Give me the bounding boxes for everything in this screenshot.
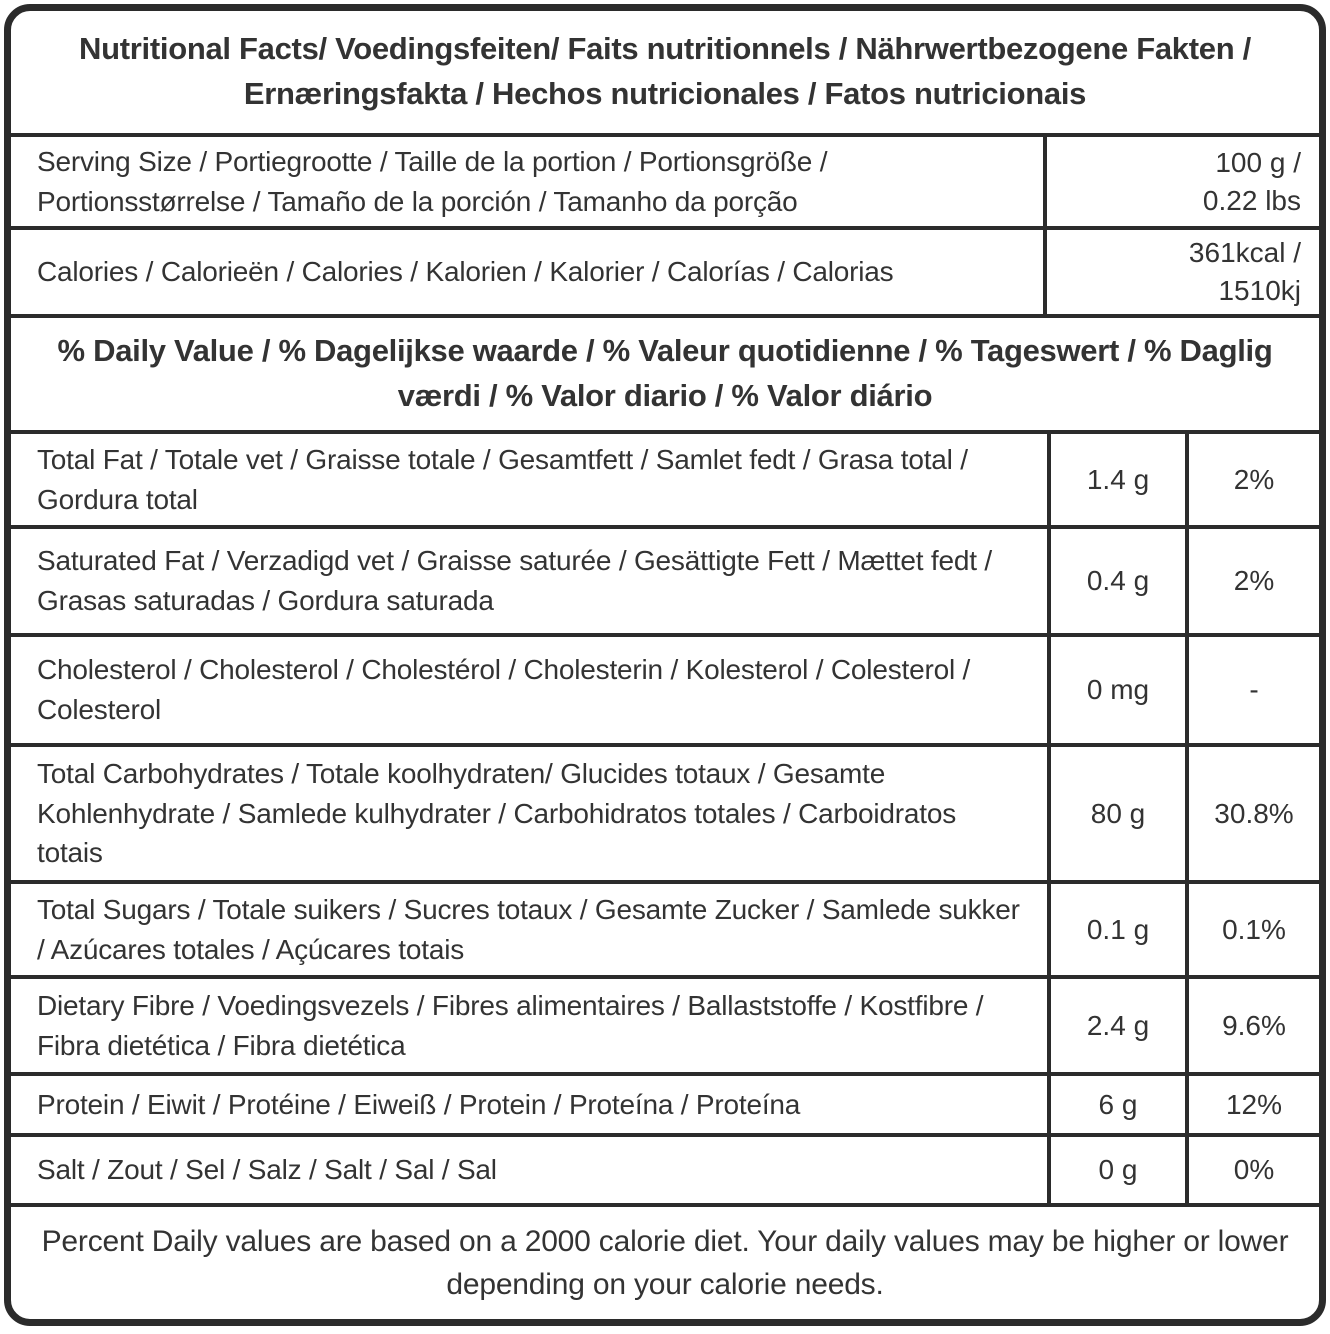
nutrient-row-cholesterol: [11, 637, 1319, 747]
nutrition-label: [4, 4, 1326, 1326]
daily-value-header: % Daily Value / % Dagelijkse waarde / % Valeur quotidienne / % Tageswert / % Daglig værdi / % Valor diario / % Valor diário: [57, 333, 1273, 413]
nutrient-label: Cholesterol / Cholesterol / Cholestérol / Cholesterin / Kolesterol / Colesterol / Colesterol: [37, 654, 971, 725]
nutrient-percent: -: [1185, 637, 1319, 743]
footnote-text: Percent Daily values are based on a 2000 calorie diet. Your daily values may be higher or lower depending on your calorie needs.: [41, 1224, 1289, 1301]
nutrient-label: Dietary Fibre / Voedingsvezels / Fibres alimentaires / Ballaststoffe / Kostfibre / Fibra dietética / Fibra dietética: [37, 989, 984, 1061]
nutrient-percent: 30.8%: [1185, 747, 1319, 880]
nutrient-amount: 1.4 g: [1047, 434, 1185, 525]
nutrient-percent: 2%: [1185, 529, 1319, 633]
serving-size-label: Serving Size / Portiegrootte / Taille de la portion / Portionsgröße / Portionsstørrelse / Tamaño de la porción / Tamanho da porção: [37, 145, 828, 217]
nutrient-amount: 2.4 g: [1047, 979, 1185, 1072]
serving-size-value-line2: 0.22 lbs: [1202, 184, 1301, 216]
nutrient-amount: 6 g: [1047, 1076, 1185, 1133]
nutrient-row-protein: [11, 1076, 1319, 1137]
nutrient-row-salt: [11, 1137, 1319, 1207]
nutrient-amount: 0.4 g: [1047, 529, 1185, 633]
calories-row: [11, 230, 1319, 318]
nutrient-amount: 0 mg: [1047, 637, 1185, 743]
nutrient-percent: 0.1%: [1185, 884, 1319, 975]
nutrient-label: Protein / Eiwit / Protéine / Eiweiß / Protein / Proteína / Proteína: [37, 1088, 801, 1120]
nutrient-row-saturated-fat: [11, 529, 1319, 637]
nutrient-label: Total Sugars / Totale suikers / Sucres totaux / Gesamte Zucker / Samlede sukker / Azúcares totales / Açúcares totais: [37, 893, 1020, 965]
nutrient-amount: 0 g: [1047, 1137, 1185, 1203]
nutrient-row-total-fat: [11, 434, 1319, 529]
label-title: Nutritional Facts/ Voedingsfeiten/ Faits nutritionnels / Nährwertbezogene Fakten / Ernæringsfakta / Hechos nutricionales / Fatos nutricionais: [79, 31, 1251, 111]
daily-value-header-row: [11, 318, 1319, 434]
serving-size-value-line1: 100 g /: [1215, 146, 1301, 178]
footnote-row: [11, 1207, 1319, 1319]
calories-value: [1043, 230, 1319, 314]
calories-label: Calories / Calorieën / Calories / Kalorien / Kalorier / Calorías / Calorias: [37, 256, 894, 288]
nutrient-row-dietary-fibre: [11, 979, 1319, 1076]
nutrient-label: Total Fat / Totale vet / Graisse totale / Gesamtfett / Samlet fedt / Grasa total / Gordura total: [37, 443, 968, 515]
nutrient-label: Total Carbohydrates / Totale koolhydraten/ Glucides totaux / Gesamte Kohlenhydrate / Samlede kulhydrater / Carbohidratos totales / Carboidratos totais: [37, 757, 957, 869]
nutrient-amount: 80 g: [1047, 747, 1185, 880]
nutrient-amount: 0.1 g: [1047, 884, 1185, 975]
nutrient-label: Saturated Fat / Verzadigd vet / Graisse saturée / Gesättigte Fett / Mættet fedt / Grasas saturadas / Gordura saturada: [37, 545, 992, 616]
nutrient-percent: 2%: [1185, 434, 1319, 525]
nutrient-row-total-carbohydrates: [11, 747, 1319, 884]
nutrient-percent: 12%: [1185, 1076, 1319, 1133]
label-title-row: [11, 11, 1319, 137]
nutrient-row-total-sugars: [11, 884, 1319, 979]
nutrient-percent: 9.6%: [1185, 979, 1319, 1072]
nutrient-label: Salt / Zout / Sel / Salz / Salt / Sal / Sal: [37, 1154, 497, 1186]
nutrient-percent: 0%: [1185, 1137, 1319, 1203]
serving-size-row: [11, 137, 1319, 230]
calories-value-line2: 1510kj: [1218, 275, 1301, 306]
calories-value-line1: 361kcal /: [1188, 237, 1301, 269]
serving-size-value: [1043, 137, 1319, 226]
